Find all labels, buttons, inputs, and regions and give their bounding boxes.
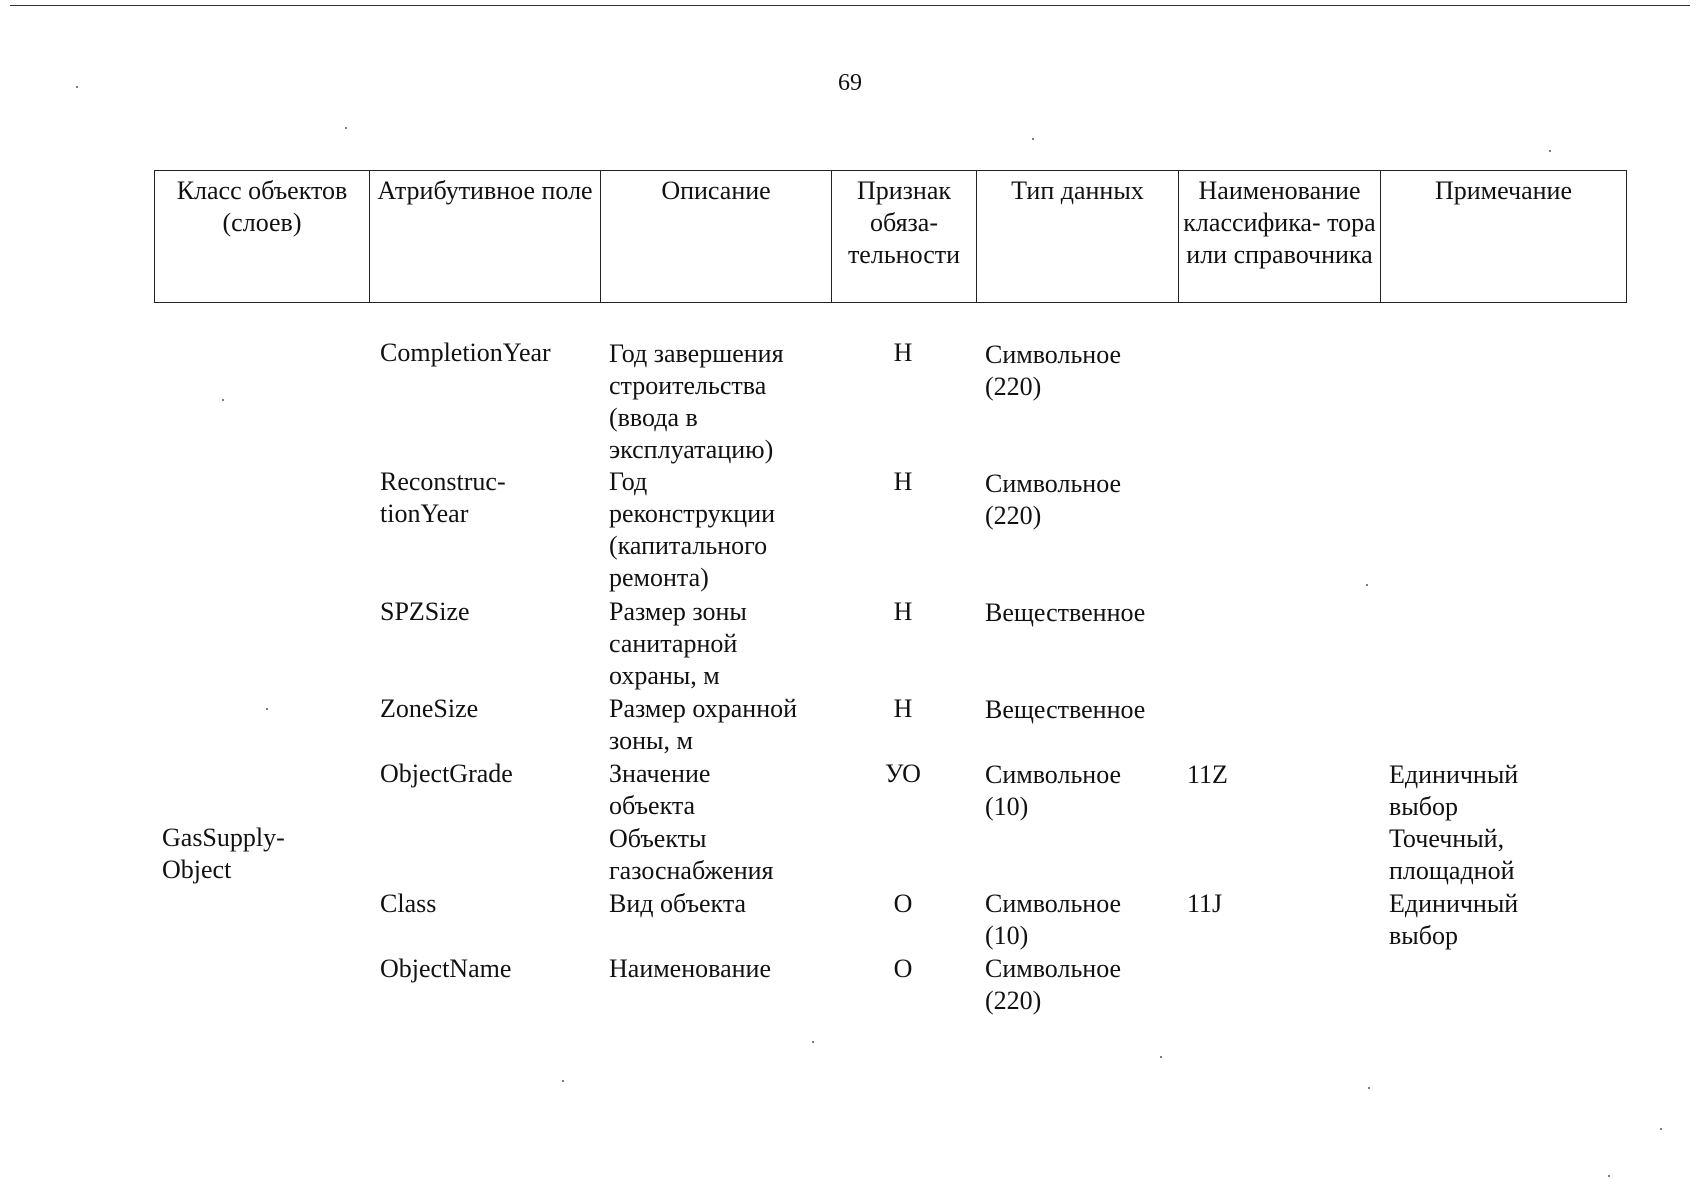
row-description: Объекты газоснабжения xyxy=(609,824,774,885)
row-data-type: Символьное (220) xyxy=(985,340,1122,401)
row-classifier: 11Z xyxy=(1187,760,1228,789)
row-data-type: Символьное (220) xyxy=(985,954,1122,1015)
row-attribute: ZoneSize xyxy=(380,694,479,723)
header-description: Описание xyxy=(601,171,832,302)
top-rule xyxy=(10,5,1690,6)
row-data-type: Символьное (10) xyxy=(985,889,1122,950)
scan-speck xyxy=(1549,150,1551,152)
row-data-type: Вещественное xyxy=(985,598,1146,627)
row-attribute: SPZSize xyxy=(380,597,470,626)
scan-speck xyxy=(76,86,78,88)
scan-speck xyxy=(266,708,268,710)
row-mandatory: О xyxy=(893,954,913,983)
scan-speck xyxy=(1160,1056,1162,1058)
row-mandatory: Н xyxy=(893,694,913,723)
row-attribute: ObjectName xyxy=(380,954,512,983)
row-description: Вид объекта xyxy=(609,889,747,918)
scan-speck xyxy=(1368,1087,1370,1089)
scan-speck xyxy=(562,1080,564,1082)
row-note: Единичный выбор xyxy=(1389,760,1519,821)
row-mandatory: Н xyxy=(893,467,913,496)
header-data-type: Тип данных xyxy=(977,171,1179,302)
row-attribute: Reconstruc- tionYear xyxy=(380,467,506,528)
row-description: Год реконструкции (капитального ремонта) xyxy=(609,467,776,592)
row-mandatory: УО xyxy=(885,759,921,788)
row-description: Год завершения строительства (ввода в эксплуатацию) xyxy=(609,339,784,464)
scan-speck xyxy=(1032,138,1034,140)
scan-speck xyxy=(1660,1128,1662,1130)
header-classifier: Наименование классифика- тора или справочника xyxy=(1179,171,1381,302)
row-data-type: Символьное (10) xyxy=(985,760,1122,821)
row-description: Значение объекта xyxy=(609,759,711,820)
table-header xyxy=(154,170,1627,303)
row-attribute: ObjectGrade xyxy=(380,759,513,788)
row-note: Единичный выбор xyxy=(1389,889,1519,950)
header-class: Класс объектов (слоев) xyxy=(155,171,370,302)
page-number: 69 xyxy=(838,70,862,96)
row-data-type: Вещественное xyxy=(985,695,1146,724)
header-attribute: Атрибутивное поле xyxy=(370,171,601,302)
row-note: Точечный, площадной xyxy=(1389,824,1515,885)
row-mandatory: Н xyxy=(893,338,913,367)
row-classifier: 11J xyxy=(1187,889,1223,918)
row-attribute: Class xyxy=(380,889,437,918)
scan-speck xyxy=(812,1041,814,1043)
scan-speck xyxy=(1366,584,1368,586)
header-note: Примечание xyxy=(1434,176,1573,205)
scan-speck xyxy=(345,127,347,129)
header-mandatory: Признак обяза- тельности xyxy=(832,171,977,302)
row-mandatory: О xyxy=(893,889,913,918)
row-description: Наименование xyxy=(609,954,771,983)
class-name: GasSupply- Object xyxy=(162,823,285,884)
row-description: Размер зоны санитарной охраны, м xyxy=(609,597,747,690)
row-description: Размер охранной зоны, м xyxy=(609,694,798,755)
scan-speck xyxy=(1608,1175,1610,1177)
row-mandatory: Н xyxy=(893,597,913,626)
row-attribute: CompletionYear xyxy=(380,338,551,367)
row-data-type: Символьное (220) xyxy=(985,469,1122,530)
scan-speck xyxy=(222,399,224,401)
